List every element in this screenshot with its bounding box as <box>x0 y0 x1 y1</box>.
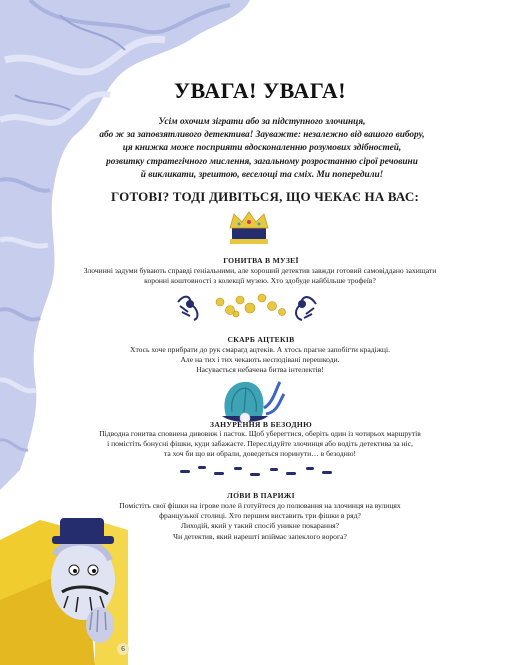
section-title-abyss: ЗАНУРЕННЯ В БЕЗОДНЮ <box>210 420 312 429</box>
body-line: Лиходій, який у такий спосіб уникне покарання? <box>180 521 340 531</box>
body-line: Чи детектив, який нарешті впіймає запеклого ворога? <box>173 531 347 541</box>
right-scorpion <box>296 297 316 320</box>
body-line: Помістіть свої фішки на ігрове поле й готуйтеся до полювання на злочинця на вулицях <box>119 501 401 510</box>
intro-line: ця книжка може посприяти вдосконаленню розумових здібностей, <box>122 143 402 154</box>
left-scorpion <box>178 297 197 320</box>
intro-line: й викликати, зрештою, веселощі та сміх. Ми попередили! <box>140 169 384 180</box>
section-body-museum <box>40 266 480 286</box>
scorpions-and-coins-icon <box>178 294 316 320</box>
intro-paragraph <box>92 116 432 182</box>
section-title-aztec: СКАРБ АЦТЕКІВ <box>227 335 295 344</box>
page-number: 6 <box>117 643 129 655</box>
section-title-paris: ЛО́ВИ В ПАРИЖІ <box>227 491 295 500</box>
body-line: і помістіть бонусні фішки, куди забажаєте. Переслідуйте злочинця або водіть детектива за ніс, <box>107 439 413 449</box>
section-body-paris <box>40 501 480 542</box>
section-heading: ГОТОВІ? ТОДІ ДИВІТЬСЯ, ЩО ЧЕКАЄ НА ВАС: <box>111 189 419 204</box>
body-line: коронні коштовності з колекції музею. Хто здобуде найбільше трофеїв? <box>144 276 376 286</box>
seashell-pearl-icon <box>222 382 284 423</box>
gold-coins <box>216 294 286 317</box>
section-body-aztec <box>40 345 480 376</box>
footprints-icon <box>180 466 332 476</box>
swirling-hair-illustration <box>0 0 250 490</box>
intro-line: або ж за заповзятливого детектива! Зауважте: незалежно від вашого вибору, <box>99 130 425 141</box>
body-line: Злочинні задуми бувають справді геніальними, але хороший детектив завжди готовий самовіддано захищати <box>83 266 437 275</box>
crown-icon <box>230 212 268 244</box>
body-line: та хоч би що ви обрали, доведеться поринути… в безодню! <box>163 449 357 459</box>
intro-line: Усім охочим зіграти або за підступного злочинця, <box>158 117 366 127</box>
section-title-museum: ГОНИТВА В МУЗЕЇ <box>223 256 299 265</box>
intro-line: розвитку стратегічного мислення, загальному розростанню сірої речовини <box>106 156 418 167</box>
body-line: Хтось хоче прибрати до рук смарагд ацтеків. А хтось прагне запобігти крадіжці. <box>129 345 390 354</box>
page-title: УВАГА! УВАГА! <box>173 78 347 103</box>
body-line: французької столиці. Хто першим виставить три фішки в ряд? <box>159 511 361 521</box>
body-line: Підводна гонитва сповнена дивовиж і пасток. Щоб уберегтися, оберіть один із чотирьох маршрутів <box>99 429 421 438</box>
body-line: Насувається небачена битва інтелектів! <box>196 365 324 375</box>
body-line: Але на тих і тих чекають несподівані перешкоди. <box>180 355 340 365</box>
section-body-abyss <box>40 429 480 460</box>
